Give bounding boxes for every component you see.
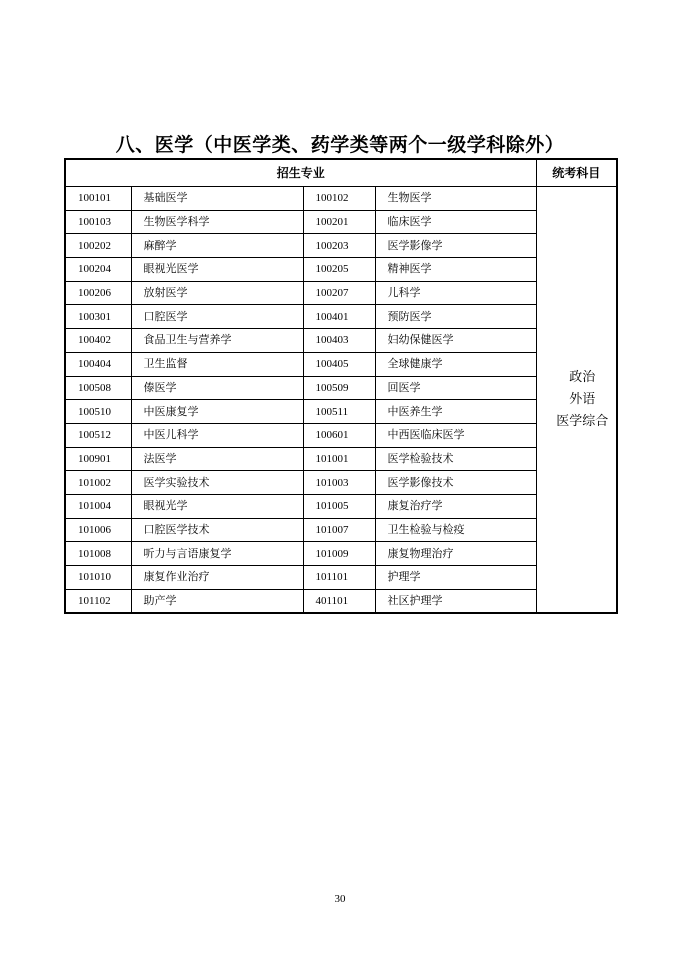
major-name: 康复治疗学	[375, 494, 536, 518]
table-row	[65, 518, 617, 542]
major-name: 口腔医学技术	[131, 518, 303, 542]
major-name: 康复作业治疗	[131, 566, 303, 590]
major-name: 妇幼保健医学	[375, 329, 536, 353]
major-name: 康复物理治疗	[375, 542, 536, 566]
major-code: 101008	[65, 542, 131, 566]
major-name: 生物医学	[375, 187, 536, 211]
major-code: 100509	[303, 376, 375, 400]
header-majors: 招生专业	[65, 159, 536, 187]
major-code: 101010	[65, 566, 131, 590]
table-row	[65, 234, 617, 258]
major-code: 100207	[303, 281, 375, 305]
major-name: 医学影像学	[375, 234, 536, 258]
major-code: 100203	[303, 234, 375, 258]
header-subjects: 统考科目	[536, 159, 617, 187]
major-code: 101101	[303, 566, 375, 590]
major-name: 精神医学	[375, 258, 536, 282]
major-code: 100601	[303, 423, 375, 447]
table-row	[65, 447, 617, 471]
major-code: 101005	[303, 494, 375, 518]
major-code: 101002	[65, 471, 131, 495]
table-header-row	[65, 159, 617, 187]
major-name: 听力与言语康复学	[131, 542, 303, 566]
table-row	[65, 329, 617, 353]
major-code: 100102	[303, 187, 375, 211]
major-code: 100510	[65, 400, 131, 424]
major-code: 100404	[65, 352, 131, 376]
table-row	[65, 210, 617, 234]
major-name: 中医养生学	[375, 400, 536, 424]
major-code: 100206	[65, 281, 131, 305]
major-name: 回医学	[375, 376, 536, 400]
table-row	[65, 566, 617, 590]
major-name: 生物医学科学	[131, 210, 303, 234]
exam-subject: 医学综合	[556, 413, 609, 429]
table-row	[65, 400, 617, 424]
exam-subject: 外语	[569, 391, 596, 407]
major-code: 100508	[65, 376, 131, 400]
major-code: 100512	[65, 423, 131, 447]
major-code: 100401	[303, 305, 375, 329]
major-code: 100901	[65, 447, 131, 471]
major-code: 100301	[65, 305, 131, 329]
major-name: 医学影像技术	[375, 471, 536, 495]
major-code: 101003	[303, 471, 375, 495]
major-name: 医学检验技术	[375, 447, 536, 471]
table-row	[65, 187, 617, 211]
major-name: 口腔医学	[131, 305, 303, 329]
major-code: 100202	[65, 234, 131, 258]
major-name: 眼视光医学	[131, 258, 303, 282]
major-name: 中医儿科学	[131, 423, 303, 447]
table-row	[65, 305, 617, 329]
major-code: 100201	[303, 210, 375, 234]
major-code: 100205	[303, 258, 375, 282]
major-code: 100204	[65, 258, 131, 282]
major-code: 100402	[65, 329, 131, 353]
major-code: 101102	[65, 589, 131, 613]
major-code: 100405	[303, 352, 375, 376]
major-name: 食品卫生与营养学	[131, 329, 303, 353]
major-name: 卫生监督	[131, 352, 303, 376]
major-name: 中西医临床医学	[375, 423, 536, 447]
major-name: 临床医学	[375, 210, 536, 234]
major-name: 护理学	[375, 566, 536, 590]
major-name: 傣医学	[131, 376, 303, 400]
table-row	[65, 589, 617, 613]
major-code: 100511	[303, 400, 375, 424]
exam-subject: 政治	[569, 369, 596, 385]
major-name: 助产学	[131, 589, 303, 613]
major-name: 预防医学	[375, 305, 536, 329]
major-name: 放射医学	[131, 281, 303, 305]
major-code: 401101	[303, 589, 375, 613]
major-name: 麻醉学	[131, 234, 303, 258]
major-code: 101006	[65, 518, 131, 542]
major-code: 100101	[65, 187, 131, 211]
table-row	[65, 471, 617, 495]
major-name: 基础医学	[131, 187, 303, 211]
exam-subjects-cell	[536, 187, 617, 614]
major-name: 医学实验技术	[131, 471, 303, 495]
major-code: 101009	[303, 542, 375, 566]
major-name: 法医学	[131, 447, 303, 471]
major-name: 社区护理学	[375, 589, 536, 613]
major-code: 101004	[65, 494, 131, 518]
table-row	[65, 494, 617, 518]
major-name: 中医康复学	[131, 400, 303, 424]
major-name: 眼视光学	[131, 494, 303, 518]
major-code: 101001	[303, 447, 375, 471]
table-row	[65, 258, 617, 282]
majors-table	[64, 158, 618, 614]
table-row	[65, 423, 617, 447]
major-code: 100403	[303, 329, 375, 353]
table-row	[65, 352, 617, 376]
page-title: 八、医学（中医学类、药学类等两个一级学科除外）	[115, 134, 565, 156]
major-name: 儿科学	[375, 281, 536, 305]
table-row	[65, 376, 617, 400]
major-code: 101007	[303, 518, 375, 542]
page-number: 30	[334, 893, 346, 905]
major-name: 全球健康学	[375, 352, 536, 376]
table-row	[65, 542, 617, 566]
table-row	[65, 281, 617, 305]
major-code: 100103	[65, 210, 131, 234]
major-name: 卫生检验与检疫	[375, 518, 536, 542]
